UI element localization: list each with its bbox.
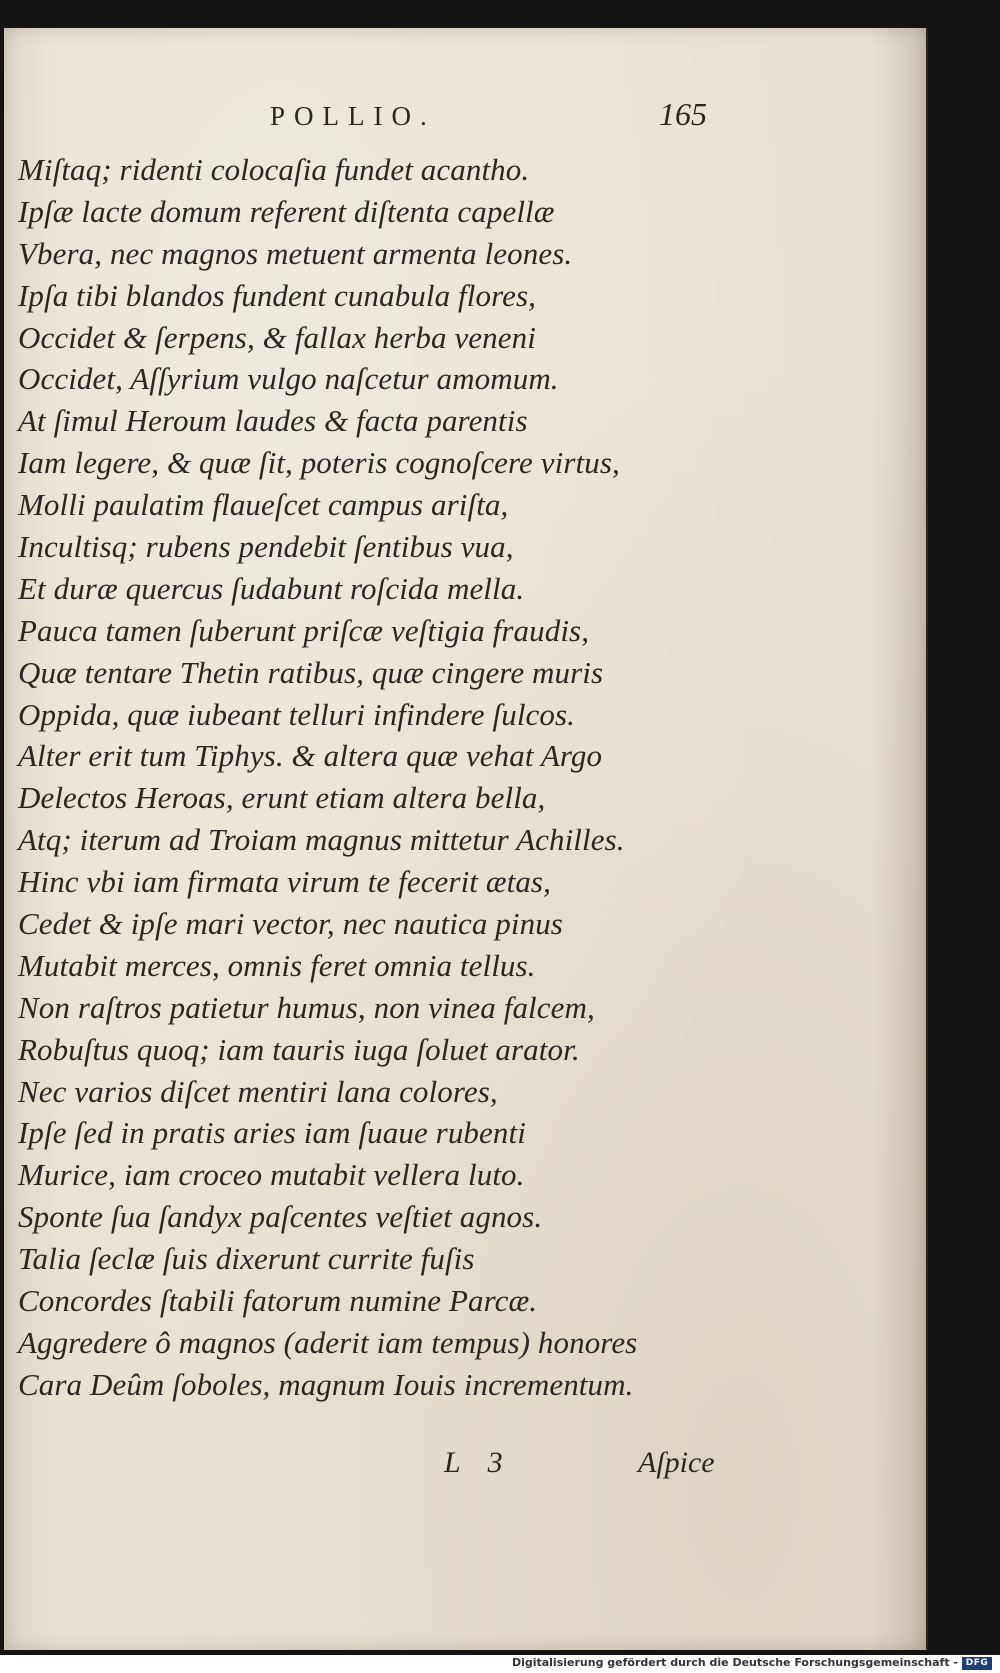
verse-line: Cedet & ipſe mari vector, nec nautica pinus (18, 906, 563, 942)
verse-line: Vbera, nec magnos metuent armenta leones. (18, 235, 573, 271)
verse-line: Pauca tamen ſuberunt priſcæ veſtigia fraudis, (18, 612, 590, 648)
verse-line: Atq; iterum ad Troiam magnus mittetur Achilles. (18, 822, 625, 858)
dfg-logo-icon: DFG (962, 1657, 992, 1670)
credit-bar (0, 1655, 1000, 1673)
verse-line: Miſtaq; ridenti colocaſia fundet acantho. (18, 152, 530, 187)
page-number: 165 (659, 96, 707, 132)
credit-text: Digitalisierung gefördert durch die Deutsche Forschungsgemeinschaft - (511, 1656, 958, 1669)
verse-line: Incultisq; rubens pendebit ſentibus vua, (18, 529, 514, 565)
verse-line: Sponte ſua ſandyx paſcentes veſtiet agnos. (18, 1199, 543, 1235)
verse-line: Occidet, Aſſyrium vulgo naſcetur amomum. (18, 361, 559, 397)
verse-line: Alter erit tum Tiphys. & altera quæ vehat Argo (18, 738, 603, 774)
verse-block (18, 149, 918, 1406)
catchword: Aſpice (638, 1446, 715, 1479)
verse-line: Cara Deûm ſoboles, magnum Iouis incrementum. (18, 1366, 634, 1402)
verse-line: Non raſtros patietur humus, non vinea falcem, (18, 989, 595, 1025)
page-title: POLLIO. (270, 101, 436, 131)
verse-line: Concordes ſtabili fatorum numine Parcæ. (18, 1283, 538, 1319)
verse-line: Hinc vbi iam firmata virum te fecerit ætas, (18, 864, 551, 900)
verse-line: Murice, iam croceo mutabit vellera luto. (18, 1157, 525, 1193)
verse-line: Nec varios diſcet mentiri lana colores, (18, 1073, 498, 1109)
verse-line: At ſimul Heroum laudes & facta parentis (18, 403, 528, 439)
verse-line: Delectos Heroas, erunt etiam altera bella, (18, 780, 546, 816)
verse-line: Aggredere ô magnos (aderit iam tempus) honores (18, 1324, 638, 1360)
verse-line: Iam legere, & quæ ſit, poteris cognoſcere virtus, (18, 445, 620, 481)
verse-line: Et duræ quercus ſudabunt roſcida mella. (18, 570, 525, 606)
verse-line: Ipſa tibi blandos fundent cunabula flores, (18, 277, 536, 313)
running-head (4, 96, 926, 141)
verse-line: Oppida, quæ iubeant telluri infindere ſulcos. (18, 696, 576, 732)
signature-mark: L 3 (444, 1446, 513, 1479)
verse-line: Ipſæ lacte domum referent diſtenta capellæ (18, 193, 555, 229)
verse-line: Mutabit merces, omnis feret omnia tellus. (18, 947, 536, 983)
verse-line: Molli paulatim flaueſcet campus ariſta, (18, 487, 509, 523)
book-page (4, 28, 928, 1650)
verse-line: Robuſtus quoq; iam tauris iuga ſoluet arator. (18, 1031, 580, 1067)
verse-line: Quæ tentare Thetin ratibus, quæ cingere muris (18, 654, 604, 690)
verse-line: Occidet & ſerpens, & fallax herba veneni (18, 319, 536, 355)
verse-line: Talia ſeclæ ſuis dixerunt currite fuſis (18, 1241, 475, 1277)
verse-line: Ipſe ſed in pratis aries iam ſuaue rubenti (18, 1115, 526, 1151)
